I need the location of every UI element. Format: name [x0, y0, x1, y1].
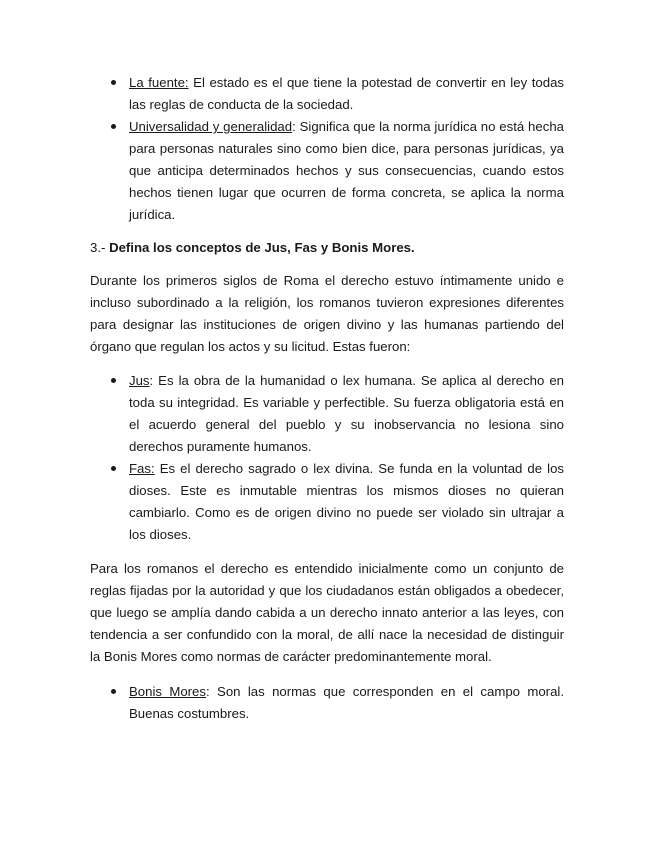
term-la-fuente: La fuente: [129, 75, 189, 90]
bullet-list-bonis-mores [90, 681, 564, 725]
bullet-list-jus-fas [90, 370, 564, 546]
definition-text: Es el derecho sagrado o lex divina. Se funda en la voluntad de los dioses. Este es inmutable mientras los mismos dioses no quieran cambiarlo. Como es de origen divino no puede ser violado sin ultrajar a los dioses. [129, 461, 564, 542]
bullet-icon [111, 80, 116, 85]
bullet-list-characteristics [90, 72, 564, 226]
bullet-icon [111, 466, 116, 471]
term-jus: Jus [129, 373, 150, 388]
list-item [90, 72, 564, 116]
question-heading [90, 237, 564, 259]
definition-text: : Son las normas que corresponden en el campo moral. Buenas costumbres. [129, 684, 564, 721]
definition-text: : Es la obra de la humanidad o lex humana. Se aplica al derecho en toda su integridad. Es variable y perfectible. Su fuerza obligatoria está en el acuerdo general del pueblo y su inobservancia no lesiona sino derechos puramente humanos. [129, 373, 564, 454]
bullet-icon [111, 378, 116, 383]
term-universalidad: Universalidad y generalidad [129, 119, 293, 134]
paragraph-bonis-mores: Para los romanos el derecho es entendido inicialmente como un conjunto de reglas fijadas por la autoridad y que los ciudadanos están obligados a obedecer, que luego se amplía dando cabida a un derecho innato anterior a las leyes, con tendencia a ser confundido con la moral, de allí nace la necesidad de distinguir la Bonis Mores como normas de carácter predominantemente moral. [90, 561, 564, 664]
definition-text: El estado es el que tiene la potestad de convertir en ley todas las reglas de conducta de la sociedad. [129, 75, 564, 112]
question-number: 3.- [90, 240, 106, 255]
bullet-icon [111, 689, 116, 694]
question-title: Defina los conceptos de Jus, Fas y Bonis Mores. [109, 240, 415, 255]
term-bonis-mores: Bonis Mores [129, 684, 206, 699]
list-item [90, 458, 564, 546]
bullet-icon [111, 124, 116, 129]
term-fas: Fas: [129, 461, 155, 476]
list-item [90, 116, 564, 226]
definition-text: : Significa que la norma jurídica no está hecha para personas naturales sino como bien dice, para personas jurídicas, ya que anticipa determinados hechos y sus consecuencias, cuando estos hechos tienen lugar que ocurren de forma concreta, se aplica la norma jurídica. [129, 119, 564, 222]
list-item [90, 370, 564, 458]
paragraph-intro: Durante los primeros siglos de Roma el derecho estuvo íntimamente unido e incluso subordinado a la religión, los romanos tuvieron expresiones diferentes para designar las instituciones de origen divino y las humanas partiendo del órgano que regulan los actos y su licitud. Estas fueron: [90, 273, 564, 354]
list-item [90, 681, 564, 725]
